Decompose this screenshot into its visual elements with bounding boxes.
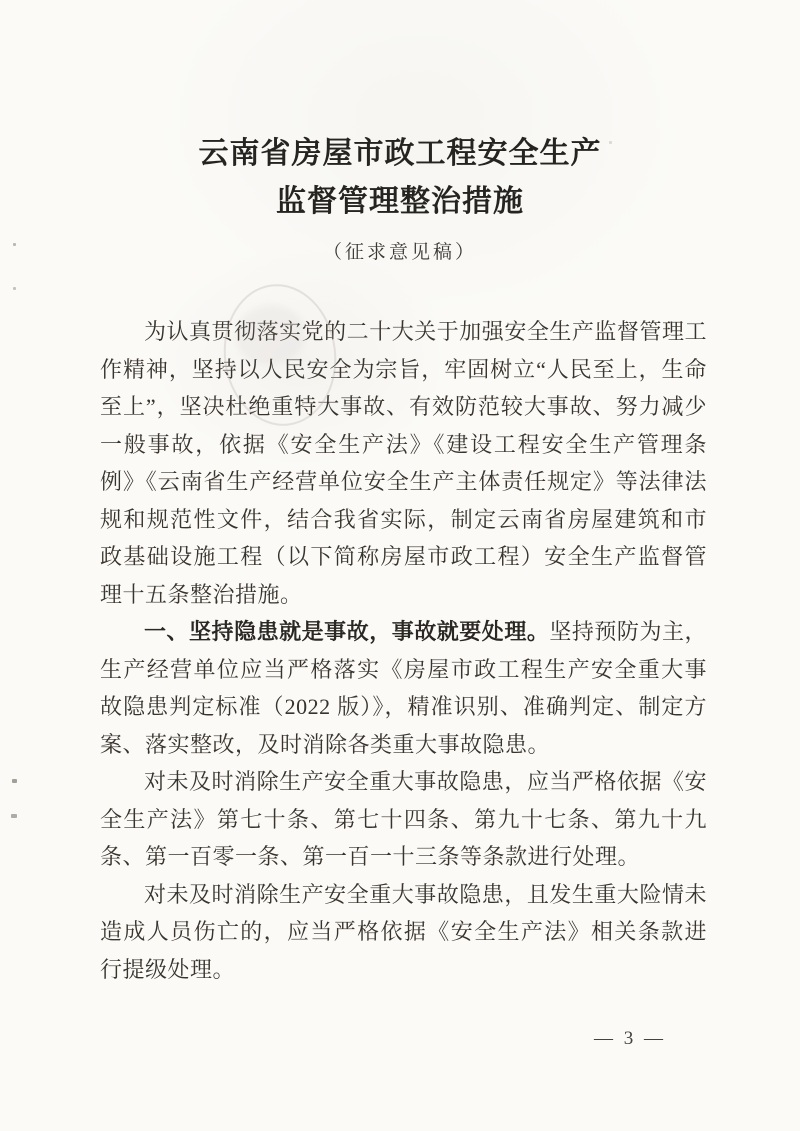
scan-speck [11, 814, 17, 818]
measure-1-heading: 一、坚持隐患就是事故，事故就要处理。 [144, 619, 550, 644]
document-body [100, 313, 707, 988]
document-title [0, 130, 800, 226]
paragraph-text: 对未及时消除生产安全重大事故隐患，应当严格依据《安全生产法》第七十条、第七十四条、第九十七条、第九十九条、第一百零一条、第一百一十三条等条款进行处理。 [100, 769, 707, 869]
title-line-2: 监督管理整治措施 [276, 185, 524, 218]
hazard-handling-paragraph [100, 763, 707, 876]
measure-1-paragraph [100, 613, 707, 763]
intro-paragraph [100, 313, 707, 613]
escalated-handling-paragraph [100, 876, 707, 989]
paragraph-text: 为认真贯彻落实党的二十大关于加强安全生产监督管理工作精神，坚持以人民安全为宗旨，牢固树立“人民至上，生命至上”，坚决杜绝重特大事故、有效防范较大事故、努力减少一般事故，依据《安全生产法》《建设工程安全生产管理条例》《云南省生产经营单位安全生产主体责任规定》等法律法规和规范性文件，结合我省实际，制定云南省房屋建筑和市政基础设施工程（以下简称房屋市政工程）安全生产监督管理十五条整治措施。 [100, 319, 707, 607]
paragraph-text: 对未及时消除生产安全重大事故隐患，且发生重大险情未造成人员伤亡的，应当严格依据《安全生产法》相关条款进行提级处理。 [100, 881, 707, 982]
document-subtitle: （征求意见稿） [322, 242, 477, 263]
scan-speck [12, 779, 17, 783]
page-number: — 3 — [594, 1028, 666, 1049]
title-line-1: 云南省房屋市政工程安全生产 [198, 137, 602, 170]
scan-speck [13, 287, 16, 290]
paragraph-text: 坚持预防为主，生产经营单位应当严格落实《房屋市政工程生产安全重大事故隐患判定标准（2022 版）》，精准识别、准确判定、制定方案、落实整改，及时消除各类重大事故隐患。 [100, 619, 707, 757]
